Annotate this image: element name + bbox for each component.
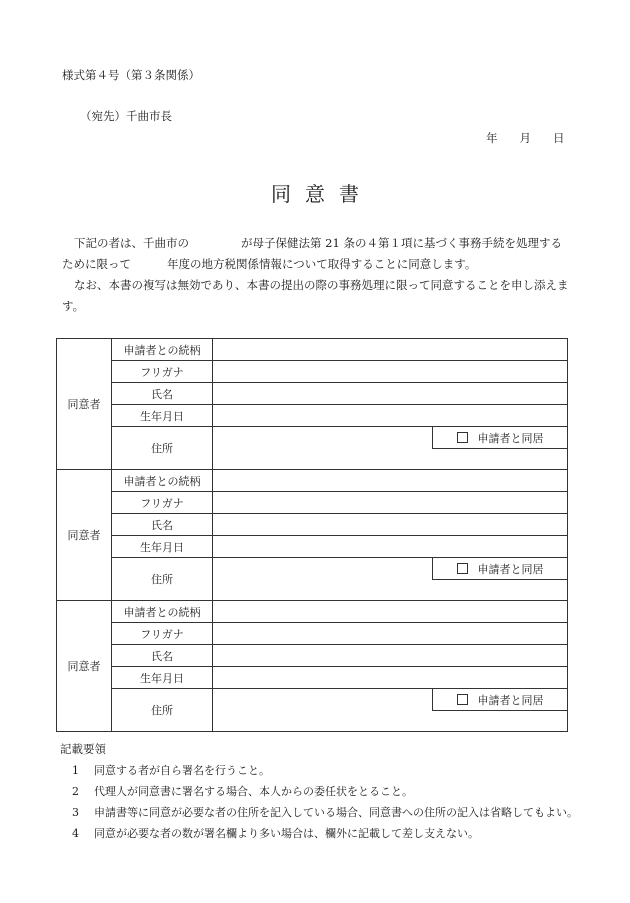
note-number: 2 bbox=[72, 785, 79, 798]
furigana-field[interactable] bbox=[213, 361, 568, 383]
relationship-label: 申請者との続柄 bbox=[112, 470, 213, 492]
same-residence-option[interactable] bbox=[432, 689, 567, 711]
note-item bbox=[72, 804, 578, 820]
furigana-label: フリガナ bbox=[112, 492, 213, 514]
furigana-field[interactable] bbox=[213, 623, 568, 645]
birthdate-field[interactable] bbox=[213, 536, 568, 558]
note-text: 同意する者が自ら署名を行うこと。 bbox=[94, 764, 270, 777]
consenter-group-label: 同意者 bbox=[57, 470, 112, 601]
consenter-block-2 bbox=[57, 470, 568, 601]
relationship-label: 申請者との続柄 bbox=[112, 339, 213, 361]
date-month-label: 月 bbox=[519, 131, 531, 145]
form-number: 様式第４号（第３条関係） bbox=[62, 68, 200, 82]
checkbox[interactable] bbox=[457, 563, 468, 574]
same-residence-label: 申請者と同居 bbox=[477, 693, 544, 707]
paragraph-text-c: 年度の地方税関係情報について取得することに同意します。 bbox=[167, 257, 477, 271]
paragraph-text-b: が母子保健法第 21 条の４第１項に基づく事務手続を処理するために限って bbox=[62, 236, 562, 271]
address-label: 住所 bbox=[112, 558, 213, 601]
birthdate-label: 生年月日 bbox=[112, 667, 213, 689]
notes-title: 記載要領 bbox=[60, 742, 106, 756]
consenter-table bbox=[56, 338, 568, 732]
relationship-field[interactable] bbox=[213, 470, 568, 492]
same-residence-option[interactable] bbox=[432, 427, 567, 449]
birthdate-label: 生年月日 bbox=[112, 405, 213, 427]
notice-paragraph bbox=[62, 275, 570, 317]
relationship-field[interactable] bbox=[213, 339, 568, 361]
name-label: 氏名 bbox=[112, 514, 213, 536]
paragraph-text-a: 下記の者は、千曲市の bbox=[74, 236, 189, 250]
checkbox[interactable] bbox=[457, 432, 468, 443]
note-item bbox=[72, 825, 479, 841]
consenter-group-label: 同意者 bbox=[57, 601, 112, 732]
document-title: 同意書 bbox=[271, 182, 373, 206]
note-item bbox=[72, 783, 413, 799]
note-item bbox=[72, 762, 270, 778]
consent-paragraph bbox=[62, 233, 570, 275]
note-number: 1 bbox=[72, 764, 79, 777]
date-year-label: 年 bbox=[486, 131, 498, 145]
birthdate-label: 生年月日 bbox=[112, 536, 213, 558]
note-text: 申請書等に同意が必要な者の住所を記入している場合、同意書への住所の記入は省略してもよい。 bbox=[94, 806, 578, 819]
consenter-block-1 bbox=[57, 339, 568, 470]
note-number: 3 bbox=[72, 806, 79, 819]
notice-text: なお、本書の複写は無効であり、本書の提出の際の事務処理に限って同意することを申し添えます。 bbox=[62, 278, 569, 313]
consenter-group-label: 同意者 bbox=[57, 339, 112, 470]
addressee: （宛先）千曲市長 bbox=[80, 109, 172, 123]
furigana-label: フリガナ bbox=[112, 623, 213, 645]
checkbox[interactable] bbox=[457, 694, 468, 705]
same-residence-label: 申請者と同居 bbox=[477, 431, 544, 445]
date-day-label: 日 bbox=[553, 131, 565, 145]
same-residence-option[interactable] bbox=[432, 558, 567, 580]
address-label: 住所 bbox=[112, 689, 213, 732]
consenter-block-3 bbox=[57, 601, 568, 732]
name-field[interactable] bbox=[213, 645, 568, 667]
name-field[interactable] bbox=[213, 514, 568, 536]
name-label: 氏名 bbox=[112, 645, 213, 667]
furigana-label: フリガナ bbox=[112, 361, 213, 383]
same-residence-label: 申請者と同居 bbox=[477, 562, 544, 576]
furigana-field[interactable] bbox=[213, 492, 568, 514]
note-text: 同意が必要な者の数が署名欄より多い場合は、欄外に記載して差し支えない。 bbox=[94, 827, 479, 840]
address-field[interactable] bbox=[213, 427, 568, 470]
address-label: 住所 bbox=[112, 427, 213, 470]
name-field[interactable] bbox=[213, 383, 568, 405]
relationship-field[interactable] bbox=[213, 601, 568, 623]
note-number: 4 bbox=[72, 827, 79, 840]
address-field[interactable] bbox=[213, 689, 568, 732]
name-label: 氏名 bbox=[112, 383, 213, 405]
birthdate-field[interactable] bbox=[213, 405, 568, 427]
address-field[interactable] bbox=[213, 558, 568, 601]
note-text: 代理人が同意書に署名する場合、本人からの委任状をとること。 bbox=[94, 785, 413, 798]
birthdate-field[interactable] bbox=[213, 667, 568, 689]
relationship-label: 申請者との続柄 bbox=[112, 601, 213, 623]
date-line bbox=[486, 130, 565, 146]
